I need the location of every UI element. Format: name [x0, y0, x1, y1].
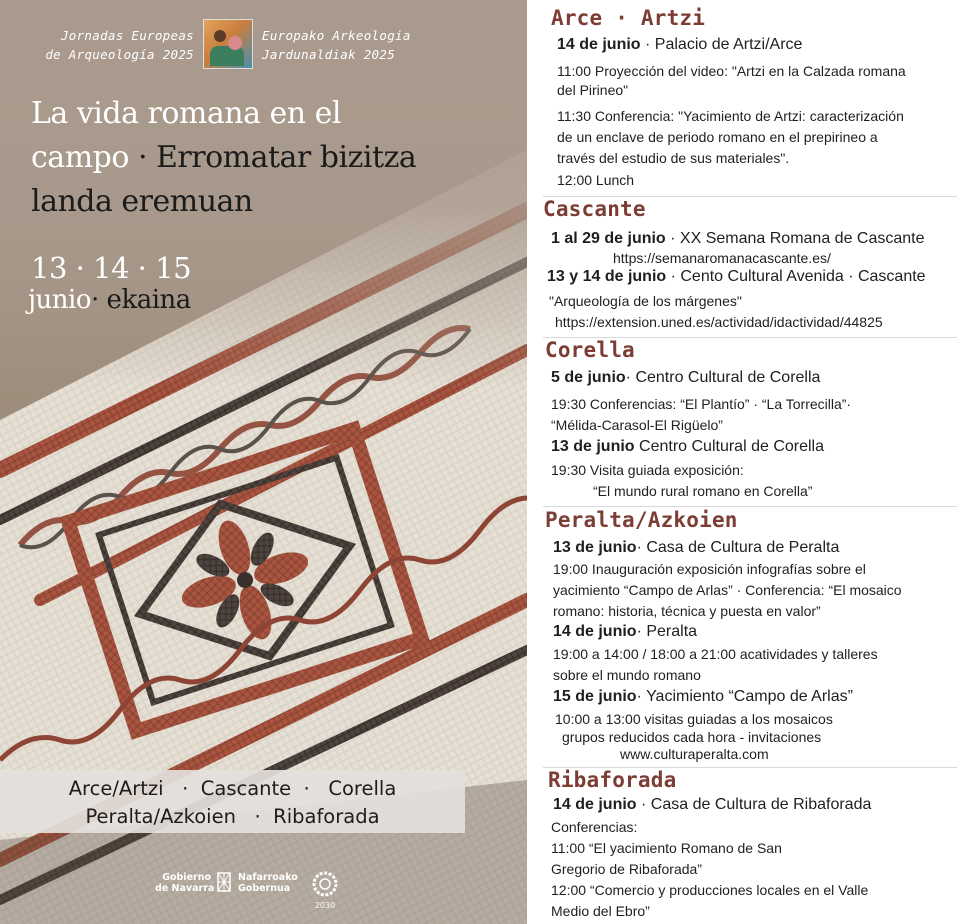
arce-line-4: de un enclave de periodo romano en el prepirineo a — [557, 129, 878, 145]
cascante-url-1[interactable]: https://semanaromanacascante.es/ — [613, 250, 831, 266]
event-month — [28, 285, 191, 315]
peralta-date-1 — [553, 539, 839, 557]
cascante-date-1-day: 1 al 29 de junio — [551, 230, 666, 247]
corella-line-3: 19:30 Visita guiada exposición: — [551, 462, 744, 478]
towns-banner — [0, 770, 465, 833]
arce-line-1: 11:00 Proyección del video: "Artzi en la Calzada romana — [557, 63, 906, 79]
corella-date-1-place: · Centro Cultural de Corella — [625, 369, 821, 386]
header-basque — [262, 26, 411, 64]
agenda-2030-label: 2030 — [314, 901, 336, 910]
title-line-3: landa eremuan — [31, 184, 253, 219]
peralta-line-6: 10:00 a 13:00 visitas guiadas a los mosaicos — [555, 711, 833, 727]
cascante-date-2 — [547, 268, 926, 286]
cascante-date-1 — [551, 230, 925, 248]
arce-line-6: 12:00 Lunch — [557, 172, 635, 188]
peralta-date-1-place: · Casa de Cultura de Peralta — [636, 539, 840, 556]
divider — [543, 506, 957, 507]
title-line-2-eu: · Erromatar bizitza — [128, 140, 417, 175]
cascante-line-1: "Arqueología de los márgenes" — [549, 293, 742, 309]
peralta-date-2 — [553, 623, 697, 641]
section-heading-peralta: Peralta/Azkoien — [545, 508, 738, 532]
header-es-line1: Jornadas Europeas — [60, 28, 194, 43]
header-eu-line1: Europako Arkeologia — [262, 28, 411, 43]
header-eu-line2: Jardunaldiak 2025 — [262, 47, 396, 62]
cascante-url-2[interactable]: https://extension.uned.es/actividad/idactividad/44825 — [555, 314, 883, 330]
cascante-date-2-place: · Cento Cultural Avenida · Cascante — [666, 268, 926, 285]
ribaforada-date-1 — [553, 796, 871, 814]
european-archaeology-days-logo — [203, 19, 253, 69]
schedule-panel — [527, 0, 957, 924]
peralta-line-2: yacimiento “Campo de Arlas” · Conferencia: “El mosaico — [553, 582, 902, 598]
cascante-date-1-place: · XX Semana Romana de Cascante — [665, 230, 925, 247]
peralta-line-3: romano: historia, técnica y puesta en valor” — [553, 603, 821, 619]
section-heading-arce: Arce · Artzi — [551, 6, 706, 30]
peralta-line-7: grupos reducidos cada hora - invitaciones — [562, 729, 822, 745]
arce-date-1-place: · Palacio de Artzi/Arce — [640, 36, 803, 53]
gov-es-text — [155, 872, 215, 894]
arce-line-5: través del estudio de sus materiales". — [557, 150, 790, 166]
ribaforada-line-3: Gregorio de Ribaforada” — [551, 861, 702, 877]
peralta-date-2-place: · Peralta — [636, 623, 698, 640]
towns-line-2: Peralta/Azkoien · Ribaforada — [85, 805, 380, 828]
peralta-date-3 — [553, 688, 853, 706]
corella-date-2 — [551, 438, 824, 456]
event-dates: 13 · 14 · 15 — [31, 251, 192, 285]
arce-date-1-day: 14 de junio — [557, 36, 641, 53]
arce-line-2: del Pirineo" — [557, 82, 629, 98]
ribaforada-line-4: 12:00 “Comercio y producciones locales en el Valle — [551, 882, 869, 898]
peralta-line-1: 19:00 Inauguración exposición infografías sobre el — [553, 561, 866, 577]
corella-line-2: “Mélida-Carasol-El Rigüelo” — [551, 417, 723, 433]
section-heading-ribaforada: Ribaforada — [548, 768, 677, 792]
title-line-1: La vida romana en el — [31, 96, 341, 131]
corella-date-1 — [551, 369, 820, 387]
corella-date-2-place: Centro Cultural de Corella — [634, 438, 824, 455]
header-spanish — [22, 26, 194, 64]
cascante-date-2-day: 13 y 14 de junio — [547, 268, 667, 285]
section-heading-cascante: Cascante — [543, 197, 646, 221]
corella-date-2-day: 13 de junio — [551, 438, 635, 455]
peralta-line-4: 19:00 a 14:00 / 18:00 a 21:00 acatividades y talleres — [553, 646, 878, 662]
month-es: junio — [28, 285, 92, 315]
agenda-2030-logo — [308, 870, 342, 910]
peralta-date-3-day: 15 de junio — [553, 688, 637, 705]
gov-es-line1: Gobierno — [162, 872, 211, 883]
section-heading-corella: Corella — [545, 338, 635, 362]
peralta-date-1-day: 13 de junio — [553, 539, 637, 556]
header-es-line2: de Arqueología 2025 — [45, 47, 194, 62]
ribaforada-date-1-place: · Casa de Cultura de Ribaforada — [636, 796, 872, 813]
ribaforada-date-1-day: 14 de junio — [553, 796, 637, 813]
month-eu: · ekaina — [91, 285, 191, 315]
gov-eu-line2: Gobernua — [238, 883, 291, 894]
arce-line-3: 11:30 Conferencia: "Yacimiento de Artzi: caracterización — [557, 108, 904, 124]
corella-line-1: 19:30 Conferencias: “El Plantío” · “La Torrecilla”· — [551, 396, 852, 412]
gov-eu-text — [238, 872, 298, 894]
ribaforada-line-5: Medio del Ebro” — [551, 903, 650, 919]
navarra-chains-icon — [217, 872, 231, 892]
corella-date-1-day: 5 de junio — [551, 369, 626, 386]
title-line-2-es: campo — [31, 140, 129, 175]
corella-line-4: “El mundo rural romano en Corella” — [593, 483, 813, 499]
towns-line-1: Arce/Artzi · Cascante · Corella — [68, 777, 397, 800]
ribaforada-line-2: 11:00 “El yacimiento Romano de San — [551, 840, 782, 856]
peralta-line-5: sobre el mundo romano — [553, 667, 701, 683]
peralta-url[interactable]: www.culturaperalta.com — [620, 746, 769, 762]
ribaforada-line-1: Conferencias: — [551, 819, 638, 835]
gov-es-line2: de Navarra — [155, 883, 215, 894]
peralta-date-3-place: · Yacimiento “Campo de Arlas” — [636, 688, 853, 705]
title-line-2 — [31, 136, 416, 180]
arce-date-1 — [557, 36, 802, 54]
peralta-date-2-day: 14 de junio — [553, 623, 637, 640]
gov-eu-line1: Nafarroako — [238, 872, 298, 883]
